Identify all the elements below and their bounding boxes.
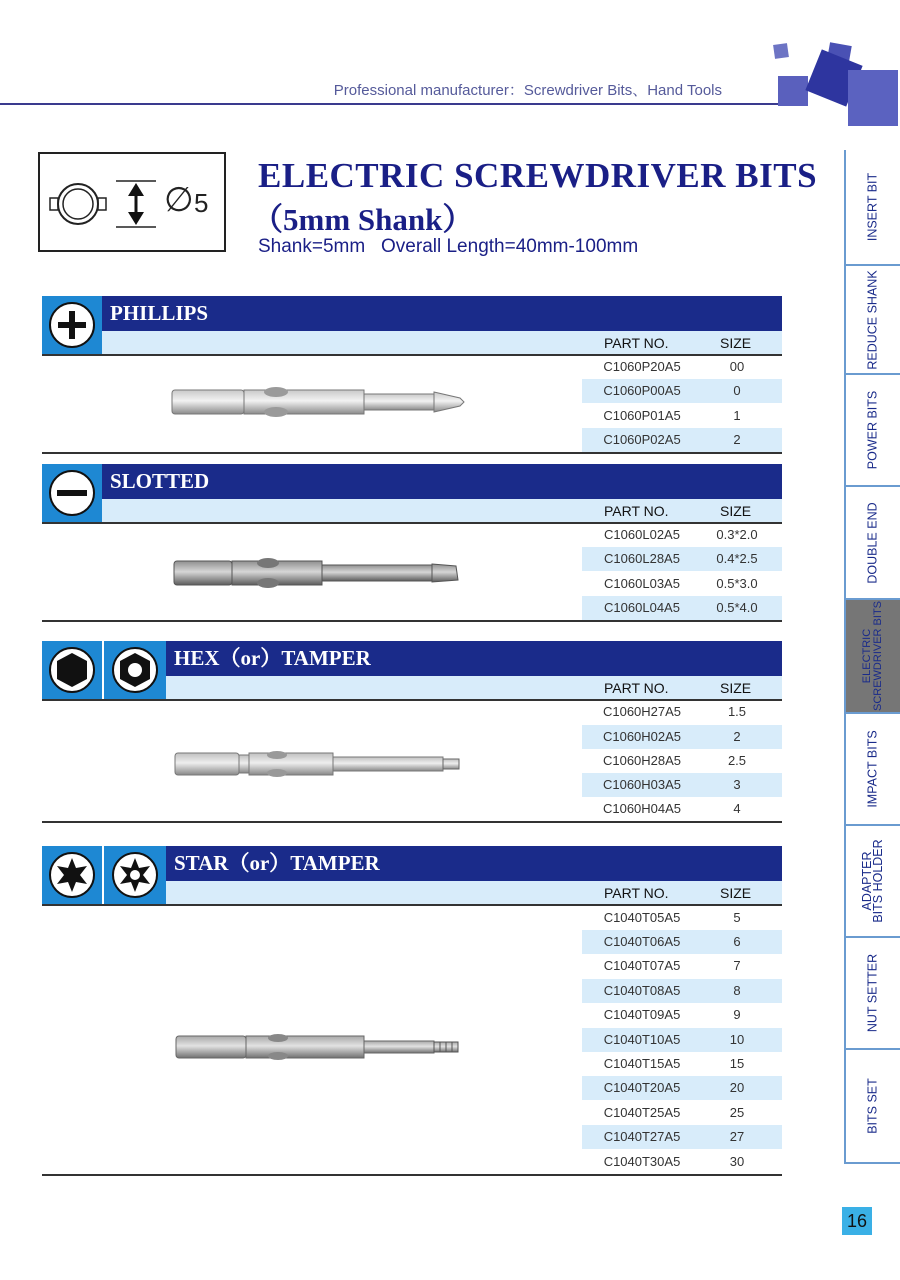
tab-nut-setter-label: NUT SETTER	[865, 953, 880, 1033]
star-section-title: STAR（or）TAMPER	[166, 846, 782, 881]
table-cell-part: C1040T15A5	[603, 1056, 681, 1071]
diameter-value: 5	[194, 188, 209, 218]
diameter-symbol: ∅	[164, 181, 194, 219]
phillips-part-header: PART NO.	[604, 335, 669, 351]
table-cell-size: 0.5*3.0	[716, 576, 758, 591]
table-cell-size: 15	[729, 1056, 745, 1071]
table-cell-size: 0	[733, 383, 741, 398]
star-icon	[49, 852, 95, 898]
page-number: 16	[842, 1207, 872, 1235]
hex-tamper-icon-box	[104, 641, 166, 699]
tab-double-end-label: DOUBLE END	[865, 501, 880, 584]
slotted-icon	[49, 470, 95, 516]
table-cell-size: 4	[733, 801, 741, 816]
slotted-icon-box	[42, 464, 102, 522]
slotted-section-title: SLOTTED	[102, 464, 782, 499]
shank-diagram-box	[38, 152, 226, 252]
tab-electric-label-line1: ELECTRIC	[861, 628, 873, 684]
table-cell-part: C1040T27A5	[603, 1129, 681, 1144]
hex-size-header: SIZE	[720, 680, 752, 696]
phillips-bit-image	[170, 384, 470, 420]
table-cell-part: C1060L04A5	[604, 600, 680, 615]
tab-reduce-shank[interactable]	[844, 266, 900, 375]
table-cell-size: 25	[729, 1105, 745, 1120]
tab-double-end[interactable]	[844, 487, 900, 600]
table-cell-part: C1060L03A5	[604, 576, 680, 591]
shank-spec: Shank=5mm Overall Length=40mm-100mm	[258, 236, 639, 257]
table-cell-part: C1060H04A5	[602, 801, 682, 816]
table-cell-part: C1060H03A5	[602, 777, 682, 792]
slotted-rule-bottom	[42, 620, 782, 622]
star-part-header: PART NO.	[604, 885, 669, 901]
tab-adapter-label-line2: BITS HOLDER	[871, 839, 885, 923]
table-cell-size: 9	[733, 1007, 741, 1022]
table-cell-size: 0.5*4.0	[716, 600, 758, 615]
table-cell-part: C1040T30A5	[603, 1154, 681, 1169]
tab-electric-screwdriver-bits-label	[862, 601, 884, 711]
slotted-part-header: PART NO.	[604, 503, 669, 519]
table-cell-size: 30	[729, 1154, 745, 1169]
phillips-subheader	[102, 331, 782, 354]
star-bit-image	[174, 1030, 474, 1064]
tab-adapter-label-line1: ADAPTER	[860, 851, 874, 911]
table-cell-size: 20	[729, 1080, 745, 1095]
table-cell-size: 3	[733, 777, 741, 792]
page-title: ELECTRIC SCREWDRIVER BITS	[258, 156, 818, 195]
hex-subheader	[166, 676, 782, 699]
decorative-squares	[768, 34, 900, 130]
tab-power-bits[interactable]	[844, 375, 900, 487]
table-cell-size: 00	[729, 359, 745, 374]
table-cell-part: C1060H02A5	[602, 729, 682, 744]
slotted-subheader	[102, 499, 782, 522]
tab-electric-screwdriver-bits[interactable]	[844, 600, 900, 714]
table-cell-part: C1040T09A5	[603, 1007, 681, 1022]
table-cell-part: C1040T25A5	[603, 1105, 681, 1120]
phillips-size-header: SIZE	[720, 335, 752, 351]
tab-adapter-bits-holder-label	[862, 839, 884, 922]
table-cell-size: 1.5	[727, 704, 747, 719]
tab-bits-set-label: BITS SET	[865, 1078, 880, 1134]
table-cell-size: 0.4*2.5	[716, 551, 758, 566]
hex-part-header: PART NO.	[604, 680, 669, 696]
tab-impact-bits[interactable]	[844, 714, 900, 826]
tab-bits-set[interactable]	[844, 1050, 900, 1164]
table-cell-part: C1040T10A5	[603, 1032, 681, 1047]
tab-insert-bit-label: INSERT BIT	[865, 172, 880, 242]
tab-nut-setter[interactable]	[844, 938, 900, 1050]
star-tamper-icon-box	[104, 846, 166, 904]
hex-section-title: HEX（or）TAMPER	[166, 641, 782, 676]
table-cell-size: 0.3*2.0	[716, 527, 758, 542]
table-cell-part: C1060L02A5	[604, 527, 680, 542]
tab-insert-bit[interactable]	[844, 150, 900, 266]
table-cell-size: 2	[733, 729, 741, 744]
phillips-icon-box	[42, 296, 102, 354]
table-cell-size: 7	[733, 958, 741, 973]
table-cell-part: C1060P02A5	[603, 432, 681, 447]
table-cell-size: 1	[733, 408, 741, 423]
slotted-bit-image	[172, 554, 472, 592]
phillips-icon	[49, 302, 95, 348]
star-tamper-icon	[112, 852, 158, 898]
table-cell-part: C1060P00A5	[603, 383, 681, 398]
table-cell-part: C1060L28A5	[604, 551, 680, 566]
table-cell-size: 5	[733, 910, 741, 925]
table-cell-part: C1060P20A5	[603, 359, 681, 374]
table-cell-size: 2	[733, 432, 741, 447]
table-cell-part: C1040T05A5	[603, 910, 681, 925]
table-cell-size: 2.5	[727, 753, 747, 768]
tab-reduce-shank-label: REDUCE SHANK	[865, 269, 880, 370]
page-subtitle: （5mm Shank）	[252, 202, 474, 237]
star-rule-bottom	[42, 1174, 782, 1176]
slotted-size-header: SIZE	[720, 503, 752, 519]
star-icon-box	[42, 846, 102, 904]
tab-electric-label-line2: SCREWDRIVER BITS	[872, 600, 884, 712]
table-cell-part: C1060P01A5	[603, 408, 681, 423]
star-subheader	[166, 881, 782, 904]
header-rule	[0, 103, 780, 105]
hex-icon-box	[42, 641, 102, 699]
phillips-rule-bottom	[42, 452, 782, 454]
table-cell-size: 10	[729, 1032, 745, 1047]
hex-bit-image	[173, 747, 473, 781]
table-cell-size: 6	[733, 934, 741, 949]
hex-icon	[49, 647, 95, 693]
hex-tamper-icon	[112, 647, 158, 693]
table-cell-part: C1040T07A5	[603, 958, 681, 973]
tab-impact-bits-label: IMPACT BITS	[865, 730, 880, 808]
table-cell-part: C1040T06A5	[603, 934, 681, 949]
table-cell-part: C1060H27A5	[602, 704, 682, 719]
tab-adapter-bits-holder[interactable]	[844, 826, 900, 938]
table-cell-size: 8	[733, 983, 741, 998]
hex-rule-bottom	[42, 821, 782, 823]
star-size-header: SIZE	[720, 885, 752, 901]
table-cell-part: C1040T08A5	[603, 983, 681, 998]
table-cell-part: C1040T20A5	[603, 1080, 681, 1095]
header-tagline: Professional manufacturer：Screwdriver Bits、Hand Tools	[333, 82, 722, 99]
phillips-section-title: PHILLIPS	[102, 296, 782, 331]
table-cell-part: C1060H28A5	[602, 753, 682, 768]
table-cell-size: 27	[729, 1129, 745, 1144]
tab-power-bits-label: POWER BITS	[865, 390, 880, 470]
